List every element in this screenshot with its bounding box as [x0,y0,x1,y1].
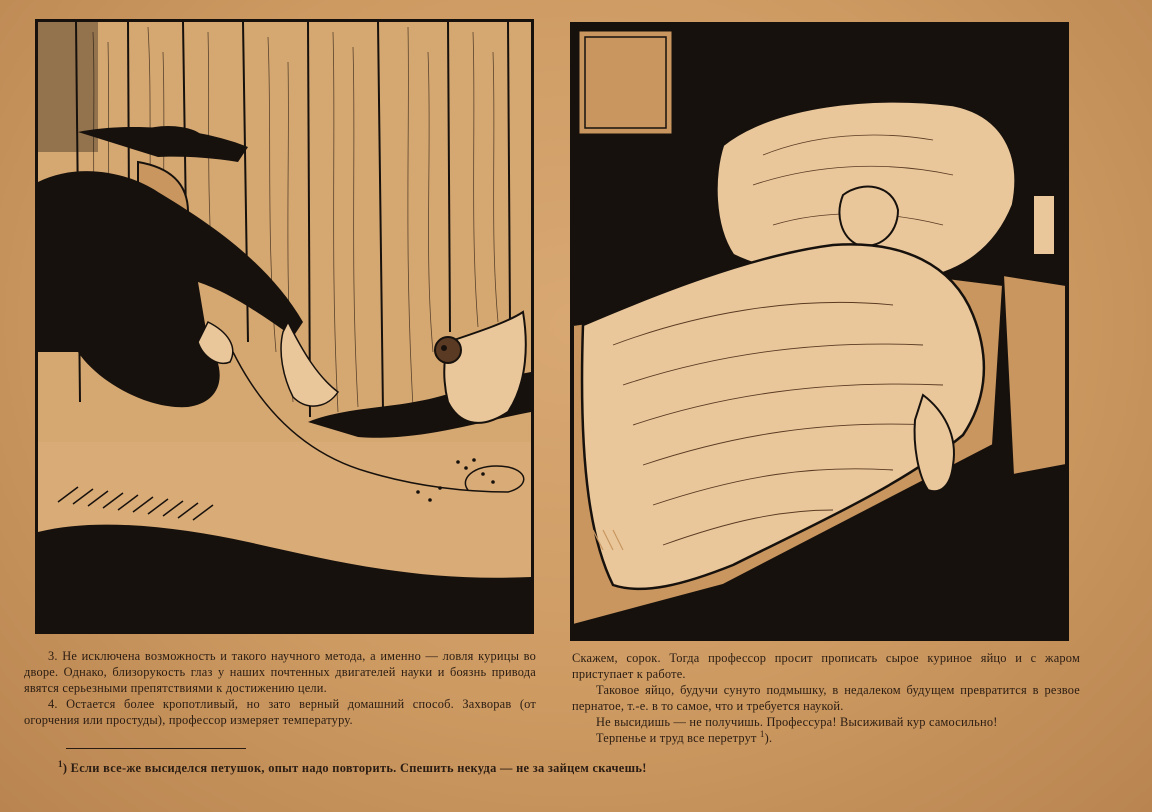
footnote-marker: 1 [759,728,765,739]
footnote-number: 1 [58,758,63,769]
paragraph-right-4 [572,730,1080,746]
text-column-right [572,650,1080,746]
text-column-left [24,648,536,728]
illustration-left-catching-chicken [35,19,534,634]
paragraph-3: 3. Не исключена возможность и такого научного метода, а именно — ловля курицы во дворе. Однако, близорукость глаз у наших почтенных двигателей науки и боязнь привода явятся серьезными препятствиями к достижению цели. [24,649,536,695]
footnote [58,760,778,776]
illustration-right-professor-in-bed [570,22,1069,641]
footnote-divider [66,748,246,749]
illustration-right-drawing [573,25,1066,638]
paragraph-right-1: Скажем, сорок. Тогда профессор просит прописать сырое куриное яйцо и с жаром приступает к работе. [572,651,1080,681]
paragraph-right-3: Не высидишь — не получишь. Профессура! Высиживай кур самосильно! [596,715,998,729]
paragraph-right-2: Таковое яйцо, будучи сунуто подмышку, в недалеком будущем превратится в резвое пернатое, т.-е. в то самое, что и требуется наукой. [572,683,1080,713]
paragraph-right-4-end: ). [764,731,773,745]
footnote-text: ) Если все-же высиделся петушок, опыт надо повторить. Спешить некуда — не за зайцем скачешь! [62,761,647,775]
paragraph-4: 4. Остается более кропотливый, но зато верный домашний способ. Захворав (от огорчения или простуды), профессор измеряет температуру. [24,697,536,727]
paragraph-right-4-text: Терпенье и труд все перетрут [596,731,757,745]
illustration-left-drawing [38,22,531,631]
